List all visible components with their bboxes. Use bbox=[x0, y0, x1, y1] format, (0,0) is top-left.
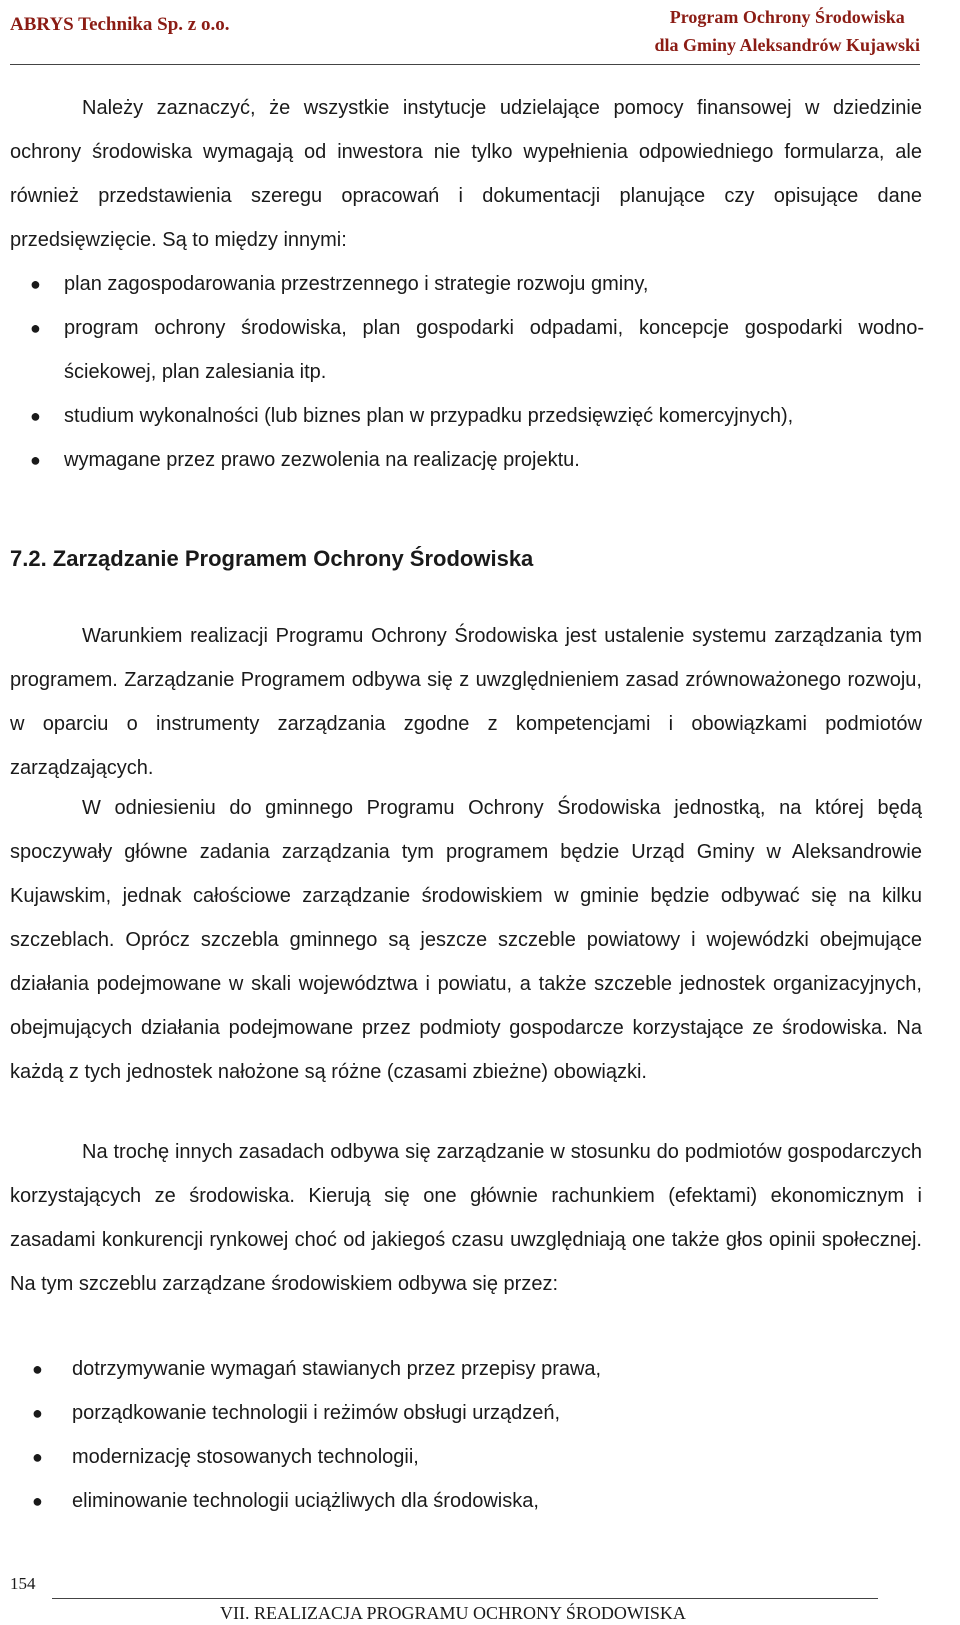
list-item: ● plan zagospodarowania przestrzennego i strategie rozwoju gminy, bbox=[64, 262, 924, 306]
section-paragraph: W odniesieniu do gminnego Programu Ochrony Środowiska jednostką, na której będą spoczywały główne zadania zarządzania tym programem będzie Urząd Gminy w Aleksandrowie Kujawskim, jednak całościowe zarządzanie środowiskiem w gminie będzie odbywać się na kilku szczeblach. Oprócz szczebla gminnego są jeszcze szczeble powiatowy i wojewódzki obejmujące działania podejmowane w skali województwa i powiatu, a także szczeble jednostek organizacyjnych, obejmujących działania podejmowane przez podmioty gospodarcze korzystające ze środowiska. Na każdą z tych jednostek nałożone są różne (czasami zbieżne) obowiązki. bbox=[10, 797, 922, 1083]
list-item: ● program ochrony środowiska, plan gospodarki odpadami, koncepcje gospodarki wodno-ściekowej, plan zalesiania itp. bbox=[64, 306, 924, 394]
bullet-icon: ● bbox=[32, 1403, 43, 1423]
list-item: ● dotrzymywanie wymagań stawianych przez przepisy prawa, bbox=[72, 1347, 924, 1391]
list-item: ● modernizację stosowanych technologii, bbox=[72, 1435, 924, 1479]
bullet-icon: ● bbox=[32, 1359, 43, 1379]
header-title bbox=[654, 3, 920, 59]
bullet-icon: ● bbox=[32, 1491, 43, 1511]
header-company: ABRYS Technika Sp. z o.o. bbox=[10, 14, 230, 35]
intro-bullet-list bbox=[30, 262, 924, 482]
header-divider bbox=[10, 64, 920, 65]
list-item: ● porządkowanie technologii i reżimów obsługi urządzeń, bbox=[72, 1391, 924, 1435]
bullet-icon: ● bbox=[30, 406, 41, 426]
section-heading: 7.2. Zarządzanie Programem Ochrony Środowiska bbox=[10, 546, 534, 571]
footer-divider bbox=[52, 1598, 878, 1599]
bullet-icon: ● bbox=[30, 318, 41, 338]
list-item: ● wymagane przez prawo zezwolenia na realizację projektu. bbox=[64, 438, 924, 482]
section-paragraph: Warunkiem realizacji Programu Ochrony Środowiska jest ustalenie systemu zarządzania tym programem. Zarządzanie Programem odbywa się z uwzględnieniem zasad zrównoważonego rozwoju, w oparciu o instrumenty zarządzania zgodne z kompetencjami i obowiązkami podmiotów zarządzających. bbox=[10, 625, 922, 779]
section-bullet-list bbox=[32, 1347, 924, 1523]
bullet-icon: ● bbox=[32, 1447, 43, 1467]
bullet-icon: ● bbox=[30, 450, 41, 470]
section-paragraph: Na trochę innych zasadach odbywa się zarządzanie w stosunku do podmiotów gospodarczych korzystających ze środowiska. Kierują się one głównie rachunkiem (efektami) ekonomicznym i zasadami konkurencji rynkowej choć od jakiegoś czasu uwzględniają one także głos opinii społecznej. Na tym szczeblu zarządzane środowiskiem odbywa się przez: bbox=[10, 1141, 922, 1295]
header-title-line1: Program Ochrony Środowiska bbox=[669, 7, 905, 27]
list-item: ● eliminowanie technologii uciążliwych dla środowiska, bbox=[72, 1479, 924, 1523]
intro-paragraph-text: Należy zaznaczyć, że wszystkie instytucje udzielające pomocy finansowej w dziedzinie ochrony środowiska wymagają od inwestora nie tylko wypełnienia odpowiedniego formularza, ale również przedstawienia szeregu opracowań i dokumentacji planujące czy opisujące dane przedsięwzięcie. Są to między innymi: bbox=[10, 97, 922, 251]
page-number: 154 bbox=[10, 1574, 36, 1593]
list-item: ● studium wykonalności (lub biznes plan w przypadku przedsięwzięć komercyjnych), bbox=[64, 394, 924, 438]
bullet-icon: ● bbox=[30, 274, 41, 294]
header-title-line2: dla Gminy Aleksandrów Kujawski bbox=[654, 35, 920, 55]
intro-paragraph bbox=[10, 86, 922, 262]
footer-chapter: VII. REALIZACJA PROGRAMU OCHRONY ŚRODOWISKA bbox=[220, 1603, 686, 1623]
